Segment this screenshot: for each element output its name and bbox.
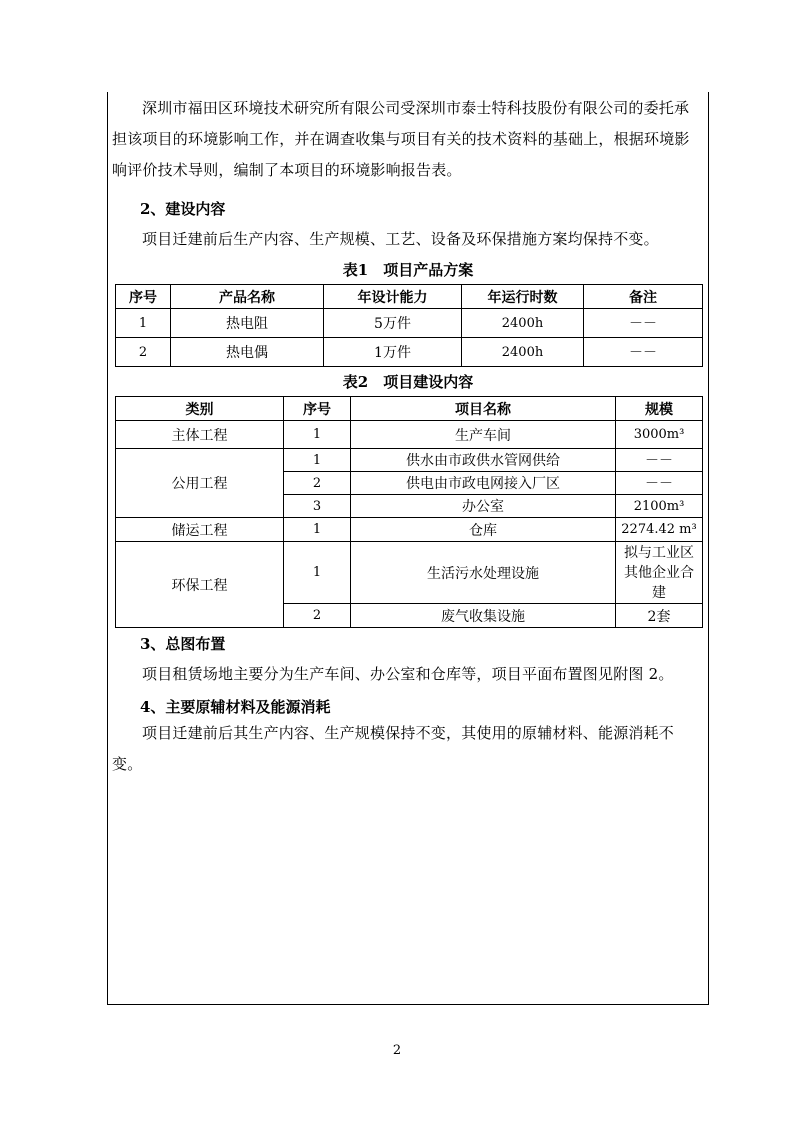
table-1-caption: 表1 项目产品方案 — [342, 261, 474, 279]
page-number: 2 — [392, 1043, 402, 1058]
table-1-header-cell: 备注 — [584, 285, 703, 309]
table-1-header-cell: 年运行时数 — [462, 285, 584, 309]
table-cell: 办公室 — [351, 495, 616, 518]
table-cell: 2400h — [462, 309, 584, 338]
table-cell: 生产车间 — [351, 421, 616, 449]
table-cell: 1 — [284, 518, 351, 542]
table-1-header-row — [116, 285, 703, 309]
table-cell: 3000m³ — [616, 421, 703, 449]
category-cell: 公用工程 — [116, 449, 284, 518]
table-row — [116, 338, 703, 367]
table-cell: 2 — [116, 338, 171, 367]
table-cell: 仓库 — [351, 518, 616, 542]
table-2-header-cell: 规模 — [616, 397, 703, 421]
table-cell: 1 — [284, 449, 351, 472]
table-cell: 废气收集设施 — [351, 604, 616, 628]
table-row — [116, 421, 703, 449]
category-cell: 环保工程 — [116, 542, 284, 628]
table-cell: －－ — [584, 309, 703, 338]
table-row — [116, 449, 703, 472]
section-3-text: 项目租赁场地主要分为生产车间、办公室和仓库等，项目平面布置图见附图 2。 — [142, 665, 674, 683]
intro-paragraph: 深圳市福田区环境技术研究所有限公司受深圳市泰士特科技股份有限公司的委托承担该项目的环境影响工作，并在调查收集与项目有关的技术资料的基础上，根据环境影响评价技术导则，编制了本项目的环境影响报告表。 — [112, 99, 690, 179]
table-cell: 生活污水处理设施 — [351, 542, 616, 604]
table-cell: 2400h — [462, 338, 584, 367]
section-2-text: 项目迁建前后生产内容、生产规模、工艺、设备及环保措施方案均保持不变。 — [142, 230, 659, 248]
table-cell: －－ — [584, 338, 703, 367]
table-cell: 供水由市政供水管网供给 — [351, 449, 616, 472]
table-cell: 2套 — [616, 604, 703, 628]
table-cell: 3 — [284, 495, 351, 518]
table-2-header-row — [116, 397, 703, 421]
table-row — [116, 542, 703, 604]
table-cell: 2 — [284, 472, 351, 495]
table-2-header-cell: 项目名称 — [351, 397, 616, 421]
table-cell: 1万件 — [324, 338, 462, 367]
section-2-heading: 2、建设内容 — [140, 200, 226, 218]
category-cell: 主体工程 — [116, 421, 284, 449]
table-2-header-cell: 类别 — [116, 397, 284, 421]
table-cell: 1 — [116, 309, 171, 338]
product-table — [115, 284, 703, 367]
table-cell: 2100m³ — [616, 495, 703, 518]
table-cell: 5万件 — [324, 309, 462, 338]
table-1-header-cell: 年设计能力 — [324, 285, 462, 309]
category-cell: 储运工程 — [116, 518, 284, 542]
table-row — [116, 518, 703, 542]
table-cell: 供电由市政电网接入厂区 — [351, 472, 616, 495]
table-cell: 1 — [284, 542, 351, 604]
section-4-text: 项目迁建前后其生产内容、生产规模保持不变，其使用的原辅材料、能源消耗不变。 — [112, 724, 675, 773]
table-cell: 2274.42 m³ — [616, 518, 703, 542]
table-cell: 1 — [284, 421, 351, 449]
table-cell: －－ — [616, 472, 703, 495]
table-2-caption: 表2 项目建设内容 — [342, 373, 474, 391]
section-4-heading: 4、主要原辅材料及能源消耗 — [140, 698, 331, 716]
table-row — [116, 309, 703, 338]
table-1-header-cell: 序号 — [116, 285, 171, 309]
table-cell: －－ — [616, 449, 703, 472]
table-cell: 热电偶 — [171, 338, 324, 367]
construction-table — [115, 396, 703, 628]
section-3-heading: 3、总图布置 — [140, 635, 226, 653]
table-1-header-cell: 产品名称 — [171, 285, 324, 309]
table-cell: 2 — [284, 604, 351, 628]
table-cell: 热电阻 — [171, 309, 324, 338]
table-2-header-cell: 序号 — [284, 397, 351, 421]
table-cell: 拟与工业区其他企业合建 — [616, 542, 703, 604]
